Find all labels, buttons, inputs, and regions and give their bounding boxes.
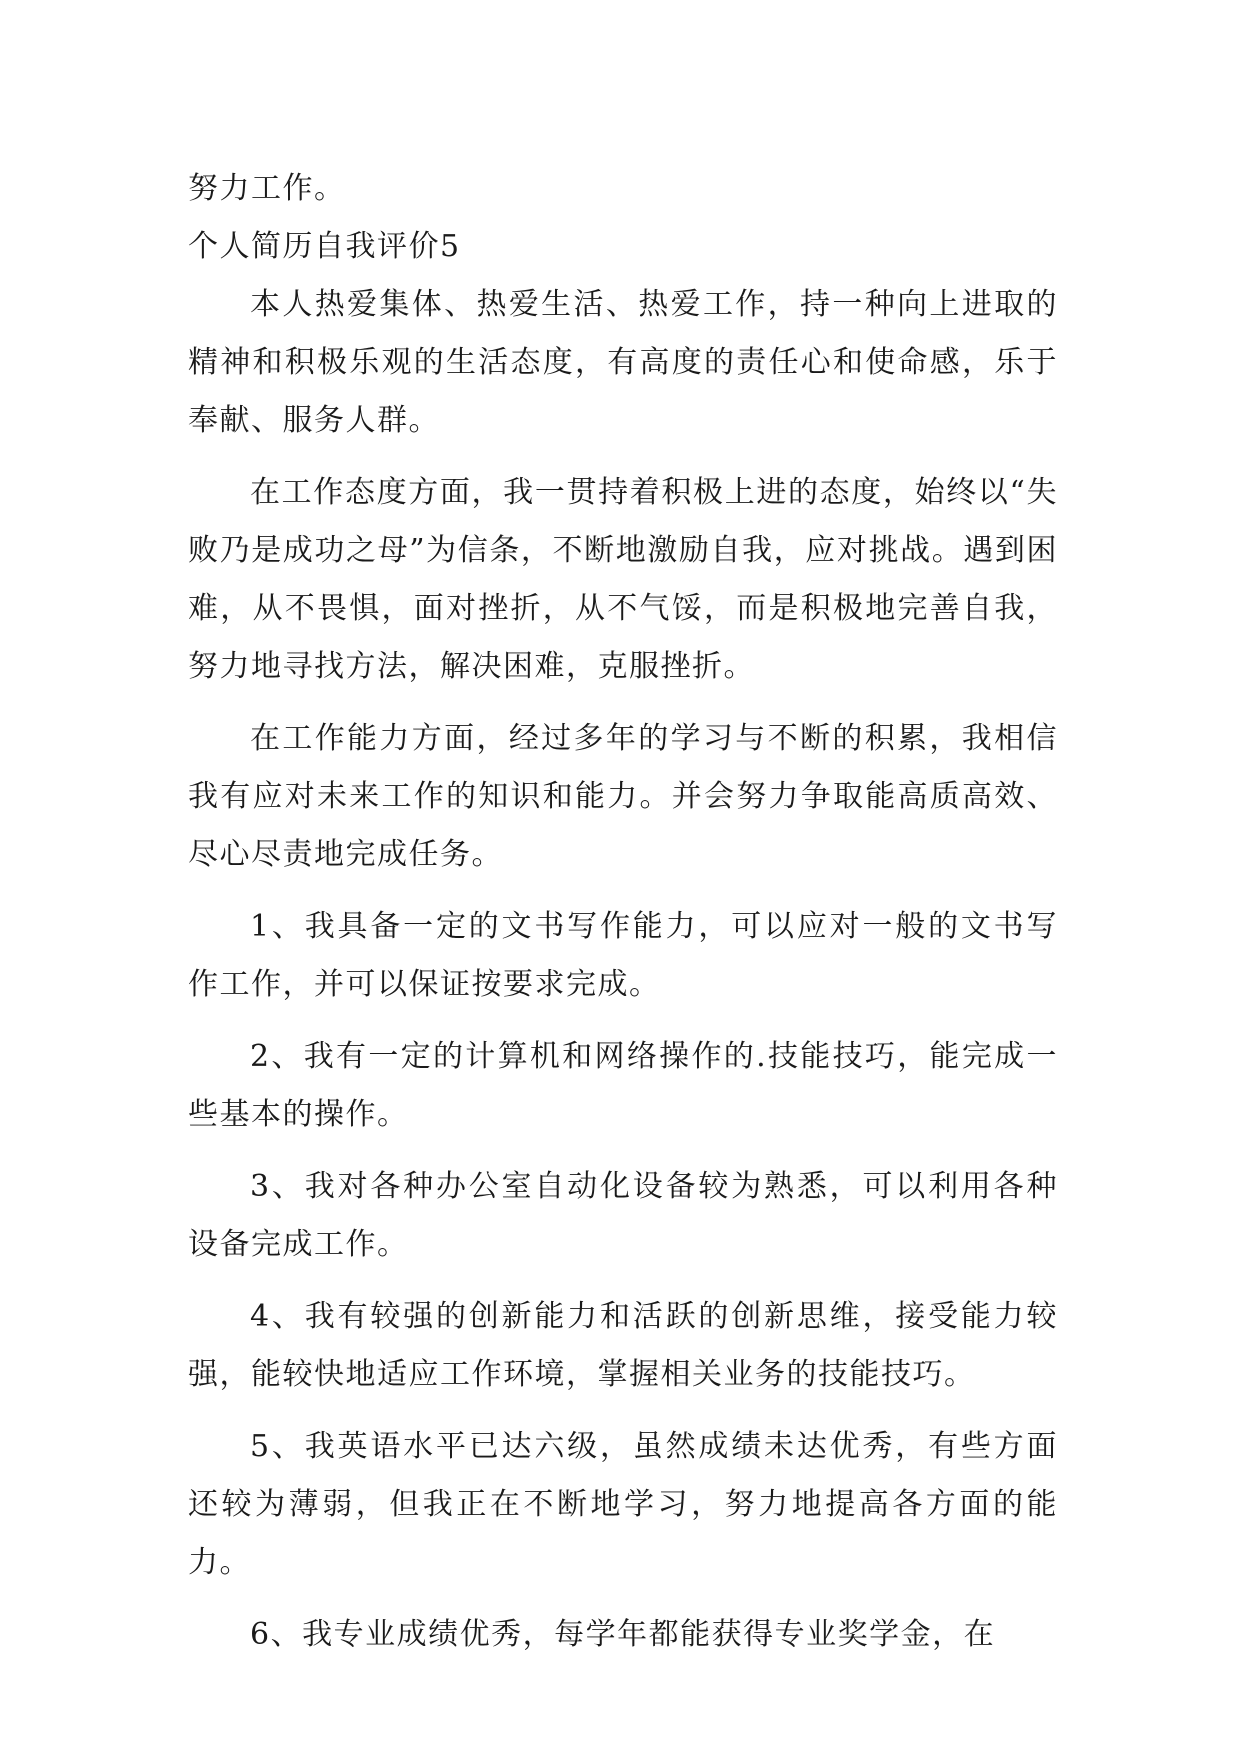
paragraph: 本人热爱集体、热爱生活、热爱工作，持一种向上进取的精神和积极乐观的生活态度，有高度的责任心和使命感，乐于奉献、服务人群。: [188, 287, 1058, 438]
document-body: [188, 160, 1058, 1664]
paragraph: 在工作态度方面，我一贯持着积极上进的态度，始终以“失败乃是成功之母”为信条，不断地激励自我，应对挑战。遇到困难，从不畏惧，面对挫折，从不气馁，而是积极地完善自我，努力地寻找方法，解决困难，克服挫折。: [188, 475, 1058, 684]
list-item: 1、我具备一定的文书写作能力，可以应对一般的文书写作工作，并可以保证按要求完成。: [188, 909, 1058, 1002]
list-item: 3、我对各种办公室自动化设备较为熟悉，可以利用各种设备完成工作。: [188, 1169, 1058, 1262]
list-item: 5、我英语水平已达六级，虽然成绩未达优秀，有些方面还较为薄弱，但我正在不断地学习，努力地提高各方面的能力。: [188, 1429, 1058, 1580]
paragraph: 在工作能力方面，经过多年的学习与不断的积累，我相信我有应对未来工作的知识和能力。并会努力争取能高质高效、尽心尽责地完成任务。: [188, 721, 1058, 872]
list-item: 2、我有一定的计算机和网络操作的.技能技巧，能完成一些基本的操作。: [188, 1039, 1058, 1132]
list-item: 6、我专业成绩优秀，每学年都能获得专业奖学金，在: [250, 1617, 996, 1652]
section-heading: 个人简历自我评价5: [188, 229, 461, 264]
list-item: 4、我有较强的创新能力和活跃的创新思维，接受能力较强，能较快地适应工作环境，掌握相关业务的技能技巧。: [188, 1299, 1058, 1392]
lead-line: 努力工作。: [188, 171, 346, 206]
